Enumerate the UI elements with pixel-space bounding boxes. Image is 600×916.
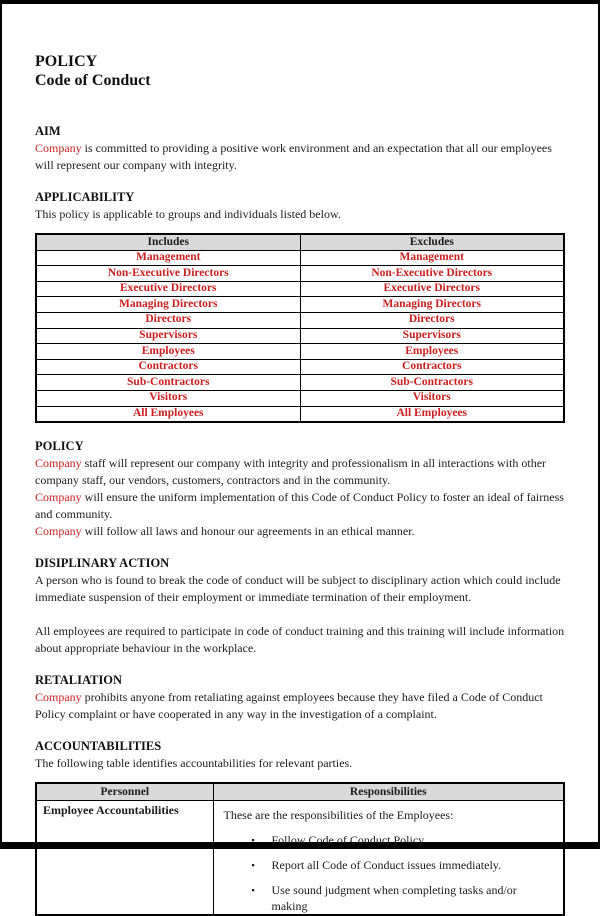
retaliation-text: prohibits anyone from retaliating against employees because they have filed a Code of Conduct Policy complaint or have cooperated in any way in the investigation of a complaint. (35, 690, 543, 722)
includes-cell: All Employees (36, 406, 300, 422)
policy-paragraph-2 (35, 489, 565, 523)
table-row (36, 344, 564, 360)
company-name-red: Company (35, 490, 82, 505)
policy-paragraph-1 (35, 455, 565, 489)
includes-cell: Employees (36, 344, 300, 360)
excludes-cell: Sub-Contractors (300, 375, 564, 391)
policy-text-1: staff will represent our company with integrity and professionalism in all interactions with other company staff, our vendors, customers, contractors and in the community. (35, 456, 547, 488)
bullet-text: Report all Code of Conduct issues immediately. (271, 858, 502, 873)
section-accountabilities (35, 738, 565, 772)
accountabilities-intro: The following table identifies accountabilities for relevant parties. (35, 756, 353, 771)
section-aim (35, 123, 565, 174)
disciplinary-paragraph-1: A person who is found to break the code of conduct will be subject to disciplinary action which could include immediate suspension of their employment or immediate termination of their employment. (35, 573, 561, 605)
includes-cell: Supervisors (36, 328, 300, 344)
includes-excludes-table (35, 233, 565, 423)
disciplinary-heading: DISIPLINARY ACTION (35, 556, 170, 571)
section-applicability (35, 189, 565, 223)
table-row (36, 266, 564, 282)
square-bullet-icon: ▪ (251, 885, 255, 896)
document-title (35, 52, 565, 90)
excludes-cell: All Employees (300, 406, 564, 422)
list-item (224, 832, 554, 848)
square-bullet-icon: ▪ (251, 860, 255, 871)
table-row (36, 312, 564, 328)
table-row (36, 375, 564, 391)
personnel-cell: Employee Accountabilities (36, 801, 213, 916)
section-policy (35, 438, 565, 540)
includes-cell: Non-Executive Directors (36, 266, 300, 282)
responsibilities-intro: These are the responsibilities of the Employees: (223, 808, 454, 823)
responsibilities-column-header: Responsibilities (213, 783, 564, 801)
disciplinary-paragraph-2: All employees are required to participate in code of conduct training and this training will include information about appropriate behaviour in the workplace. (35, 624, 565, 656)
excludes-cell: Managing Directors (300, 297, 564, 313)
document-title-line2: Code of Conduct (35, 72, 151, 89)
excludes-cell: Contractors (300, 359, 564, 375)
includes-cell: Visitors (36, 390, 300, 406)
personnel-column-header: Personnel (36, 783, 213, 801)
table-row (36, 250, 564, 266)
bullet-text: Use sound judgment when completing tasks and/or making (271, 883, 517, 914)
includes-cell: Managing Directors (36, 297, 300, 313)
excludes-cell: Employees (300, 344, 564, 360)
includes-cell: Contractors (36, 359, 300, 375)
table-row (36, 281, 564, 297)
aim-paragraph (35, 140, 565, 174)
document-title-line1: POLICY (35, 53, 98, 70)
section-retaliation (35, 672, 565, 723)
page-content (2, 4, 598, 916)
includes-cell: Sub-Contractors (36, 375, 300, 391)
excludes-cell: Directors (300, 312, 564, 328)
company-name-red: Company (35, 690, 82, 705)
list-item (224, 882, 554, 914)
retaliation-paragraph (35, 689, 565, 723)
aim-text: is committed to providing a positive work environment and an expectation that all our employees will represent our company with integrity. (35, 141, 552, 172)
policy-text-3: will follow all laws and honour our agreements in an ethical manner. (81, 524, 415, 539)
company-name-red: Company (35, 141, 82, 155)
accountability-table (35, 782, 565, 916)
excludes-cell: Executive Directors (300, 281, 564, 297)
table-row (36, 297, 564, 313)
aim-heading: AIM (35, 124, 61, 138)
applicability-intro: This policy is applicable to groups and individuals listed below. (35, 207, 341, 221)
table-header-row (36, 234, 564, 250)
section-disciplinary-action (35, 555, 565, 657)
company-name-red: Company (35, 524, 82, 539)
includes-column-header: Includes (36, 234, 300, 250)
policy-heading: POLICY (35, 439, 84, 454)
table-row (36, 359, 564, 375)
table-row (36, 406, 564, 422)
excludes-cell: Supervisors (300, 328, 564, 344)
company-name-red: Company (35, 456, 82, 471)
list-item (224, 857, 554, 873)
table-row (36, 328, 564, 344)
excludes-cell: Management (300, 250, 564, 266)
excludes-column-header: Excludes (300, 234, 564, 250)
table-header-row (36, 783, 564, 801)
table-row (36, 390, 564, 406)
accountabilities-heading: ACCOUNTABILITIES (35, 739, 162, 754)
includes-cell: Executive Directors (36, 281, 300, 297)
policy-paragraph-3 (35, 523, 565, 540)
includes-cell: Management (36, 250, 300, 266)
excludes-cell: Non-Executive Directors (300, 266, 564, 282)
square-bullet-icon: ▪ (251, 835, 255, 846)
excludes-cell: Visitors (300, 390, 564, 406)
table-row (36, 801, 564, 916)
responsibilities-cell (213, 801, 564, 916)
includes-cell: Directors (36, 312, 300, 328)
policy-text-2: will ensure the uniform implementation of this Code of Conduct Policy to foster an ideal of fairness and community. (35, 490, 564, 522)
bullet-text: Follow Code of Conduct Policy. (271, 833, 427, 848)
retaliation-heading: RETALIATION (35, 673, 123, 688)
applicability-heading: APPLICABILITY (35, 190, 135, 204)
